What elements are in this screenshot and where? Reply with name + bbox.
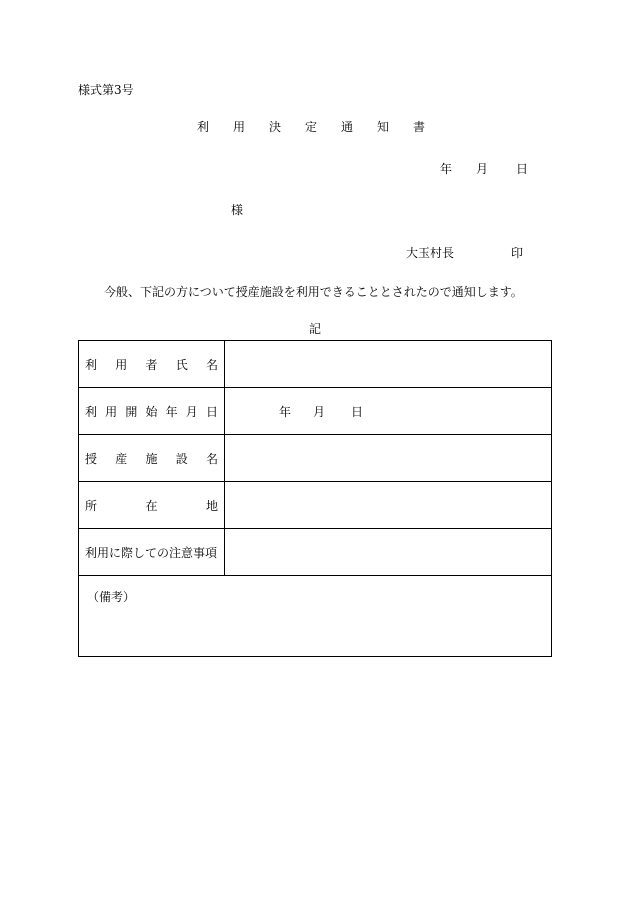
label-char: 日 [205, 404, 218, 419]
issue-date-month: 月 [476, 162, 489, 176]
issue-date-year: 年 [440, 162, 453, 176]
notes-value [225, 529, 552, 576]
notes-label-text: 利用に際しての注意事項 [85, 545, 218, 560]
recipient-honorific: 様 [231, 203, 244, 217]
ki-heading: 記 [308, 322, 321, 336]
label-char: 施 [145, 451, 158, 466]
label-char: 者 [145, 357, 158, 372]
table-row-remarks [79, 576, 552, 657]
label-char: 所 [85, 498, 98, 513]
label-char: 在 [145, 498, 158, 513]
issue-date-day: 日 [516, 162, 529, 176]
form-number: 様式第3号 [78, 83, 134, 97]
title-char: 用 [232, 120, 245, 134]
label-char: 利 [85, 357, 98, 372]
user-name-label [79, 341, 225, 388]
label-char: 地 [205, 498, 218, 513]
notes-label [79, 529, 225, 576]
start-date-month: 月 [313, 404, 326, 419]
label-char: 設 [175, 451, 188, 466]
user-name-value [225, 341, 552, 388]
label-char: 用 [105, 404, 118, 419]
label-char: 年 [165, 404, 178, 419]
remarks-cell [79, 576, 552, 657]
title-char: 知 [377, 120, 390, 134]
start-date-year: 年 [279, 404, 292, 419]
title-char: 書 [413, 120, 426, 134]
table-row-user-name [79, 341, 552, 388]
issue-date [440, 160, 528, 177]
table-row-start-date [79, 388, 552, 435]
label-char: 開 [125, 404, 138, 419]
title-char: 定 [304, 120, 317, 134]
document-title [0, 118, 630, 135]
label-char: 氏 [175, 357, 188, 372]
label-char: 始 [145, 404, 158, 419]
start-date-day: 日 [351, 404, 364, 419]
facility-label [79, 435, 225, 482]
issuer-name: 大玉村長 [406, 246, 455, 260]
start-date-label [79, 388, 225, 435]
document-title-chars [197, 118, 425, 135]
table-row-facility [79, 435, 552, 482]
label-char: 用 [115, 357, 128, 372]
table-row-location [79, 482, 552, 529]
label-char: 月 [185, 404, 198, 419]
start-date-value [225, 388, 552, 435]
label-char: 産 [115, 451, 128, 466]
label-char: 名 [205, 357, 218, 372]
title-char: 通 [341, 120, 354, 134]
location-value [225, 482, 552, 529]
notice-text: 今般、下記の方について授産施設を利用できることとされたので通知します。 [104, 285, 523, 299]
table-row-notes [79, 529, 552, 576]
title-char: 利 [196, 120, 209, 134]
remarks-label: （備考） [87, 590, 136, 604]
info-table [78, 340, 552, 657]
title-char: 決 [268, 120, 281, 134]
label-char: 利 [85, 404, 98, 419]
location-label [79, 482, 225, 529]
label-char: 授 [85, 451, 98, 466]
seal-mark: 印 [511, 246, 524, 260]
label-char: 名 [205, 451, 218, 466]
facility-value [225, 435, 552, 482]
